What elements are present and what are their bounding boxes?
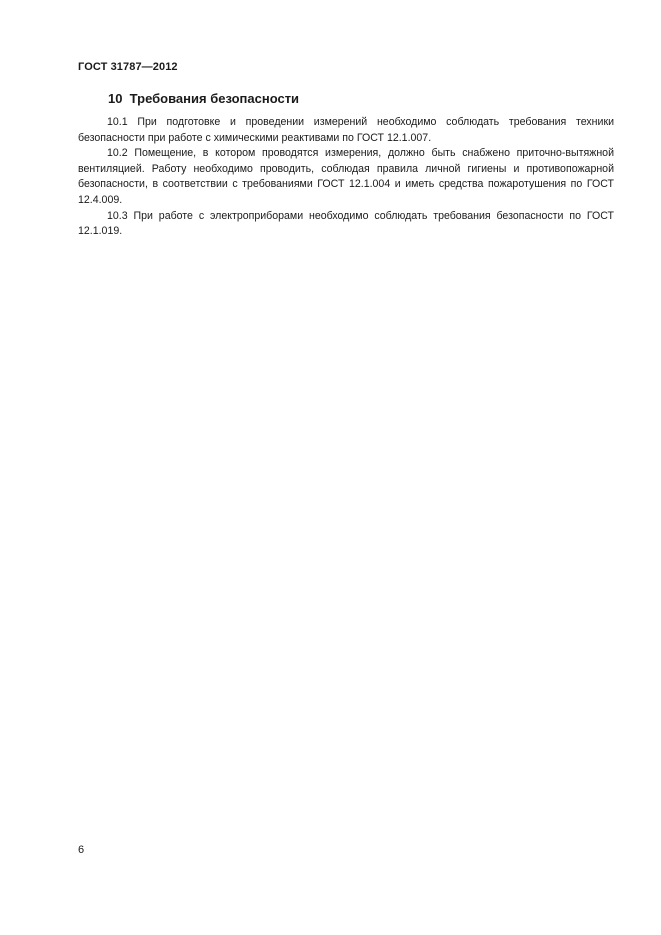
section-title: 10 Требования безопасности bbox=[108, 91, 300, 106]
page-number: 6 bbox=[78, 844, 85, 856]
section-body bbox=[78, 115, 614, 240]
document-header: ГОСТ 31787—2012 bbox=[78, 61, 178, 73]
paragraph-10-2: 10.2 Помещение, в котором проводятся измерения, должно быть снабжено приточно-вытяжной вентиляцией. Работу необходимо проводить, соблюдая правила личной гигиены и противопожарной безопасности, в соответствии с требованиями ГОСТ 12.1.004 и иметь средства пожаротушения по ГОСТ 12.4.009. bbox=[78, 147, 614, 206]
paragraph-10-1: 10.1 При подготовке и проведении измерений необходимо соблюдать требования техники безопасности при работе с химическими реактивами по ГОСТ 12.1.007. bbox=[78, 116, 614, 144]
paragraph-10-3: 10.3 При работе с электроприборами необходимо соблюдать требования безопасности по ГОСТ 12.1.019. bbox=[78, 209, 614, 238]
